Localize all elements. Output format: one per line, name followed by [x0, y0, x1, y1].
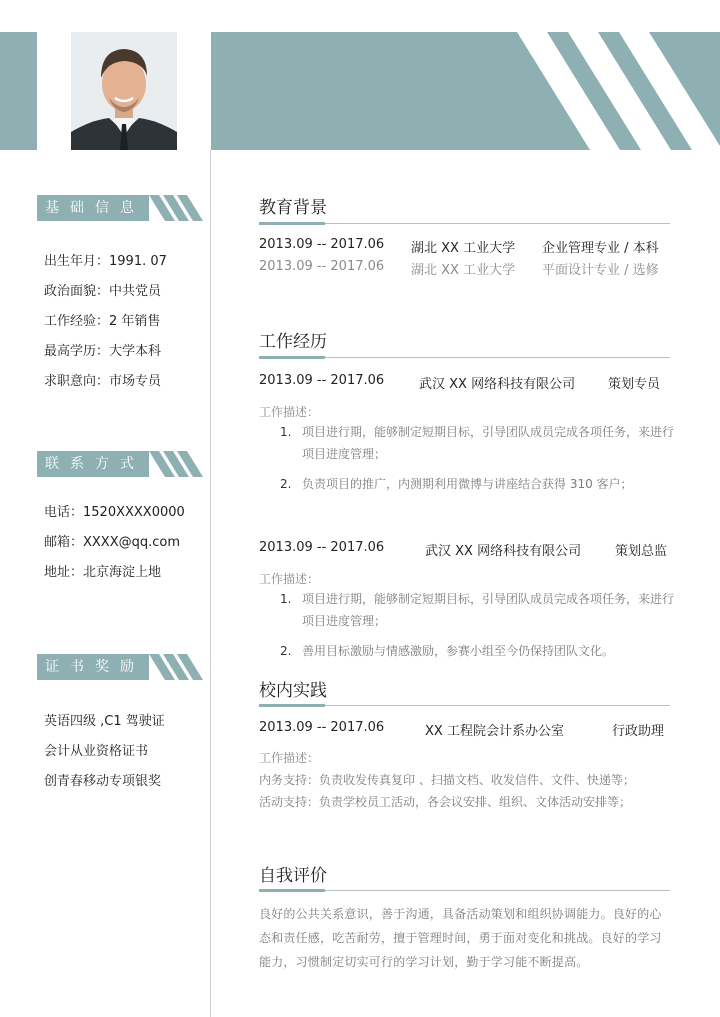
- edu-school: 湖北 XX 工业大学: [411, 263, 516, 278]
- award-item: 创青春移动专项银奖: [44, 774, 162, 789]
- work-experience: 工作经验：2 年销售: [44, 314, 161, 329]
- award-item: 会计从业资格证书: [44, 744, 149, 759]
- campus-line: 活动支持：负责学校员工活动，各会议安排、组织、文体活动安排等；: [259, 795, 632, 809]
- job-date: 2013.09 -- 2017.06: [259, 373, 385, 388]
- job-role: 策划专员: [608, 377, 661, 392]
- job-intention: 求职意向：市场专员: [44, 374, 162, 389]
- address: 地址：北京海淀上地: [44, 565, 162, 580]
- campus-line: 内务支持：负责收发传真复印 、扫描文档、收发信件、文件、快递等；: [259, 773, 635, 787]
- edu-school: 湖北 XX 工业大学: [411, 241, 516, 256]
- edu-date: 2013.09 -- 2017.06: [259, 259, 385, 274]
- header-left-block: [0, 32, 37, 150]
- education-title: 教育背景: [259, 198, 327, 218]
- stripes-icon: [149, 195, 214, 221]
- political-status: 政治面貌：中共党员: [44, 284, 162, 299]
- campus-role: 行政助理: [612, 724, 665, 739]
- job-desc-label: 工作描述：: [259, 572, 320, 586]
- job-desc-label: 工作描述：: [259, 405, 320, 419]
- education-rule: [259, 223, 670, 224]
- contact-list: [44, 498, 185, 588]
- edu-major: 企业管理专业 / 本科: [542, 241, 659, 256]
- award-item: 英语四级 ,C1 驾驶证: [44, 714, 165, 729]
- email: 邮箱：XXXX@qq.com: [44, 535, 181, 550]
- basic-info-title: 基础信息: [37, 195, 149, 221]
- header-banner: [211, 32, 720, 150]
- campus-desc-label: 工作描述：: [259, 751, 320, 765]
- campus-date: 2013.09 -- 2017.06: [259, 720, 385, 735]
- work-title: 工作经历: [259, 332, 327, 352]
- job-date: 2013.09 -- 2017.06: [259, 540, 385, 555]
- education-level: 最高学历：大学本科: [44, 344, 162, 359]
- awards-list: [44, 707, 165, 797]
- edu-major: 平面设计专业 / 选修: [542, 263, 659, 278]
- portrait-icon: [71, 32, 177, 150]
- vertical-divider: [210, 150, 211, 1017]
- awards-title: 证书奖励: [37, 654, 149, 680]
- work-rule: [259, 357, 670, 358]
- basic-info-list: [44, 247, 167, 397]
- stripes-icon: [149, 451, 214, 477]
- self-eval-rule: [259, 890, 670, 891]
- contact-title: 联系方式: [37, 451, 149, 477]
- job-company: 武汉 XX 网络科技有限公司: [425, 544, 582, 559]
- stripes-icon: [149, 654, 214, 680]
- edu-date: 2013.09 -- 2017.06: [259, 237, 385, 252]
- campus-org: XX 工程院会计系办公室: [425, 724, 564, 739]
- phone: 电话：1520XXXX0000: [44, 505, 185, 520]
- job-role: 策划总监: [615, 544, 668, 559]
- campus-title: 校内实践: [259, 681, 327, 701]
- awards-heading: [37, 654, 177, 680]
- portrait-photo: [71, 32, 177, 150]
- contact-heading: [37, 451, 177, 477]
- campus-rule: [259, 705, 670, 706]
- self-eval-text: 良好的公共关系意识，善于沟通，具备活动策划和组织协调能力。良好的心态和责任感，吃苦耐劳，擅于管理时间，勇于面对变化和挑战。良好的学习能力，习惯制定切实可行的学习计划，勤于学习能不断提高。: [259, 907, 662, 969]
- job-company: 武汉 XX 网络科技有限公司: [419, 377, 576, 392]
- diagonal-stripes-decoration: [211, 32, 720, 150]
- basic-info-heading: [37, 195, 177, 221]
- self-eval-title: 自我评价: [259, 866, 327, 886]
- birth-date: 出生年月：1991. 07: [44, 254, 167, 269]
